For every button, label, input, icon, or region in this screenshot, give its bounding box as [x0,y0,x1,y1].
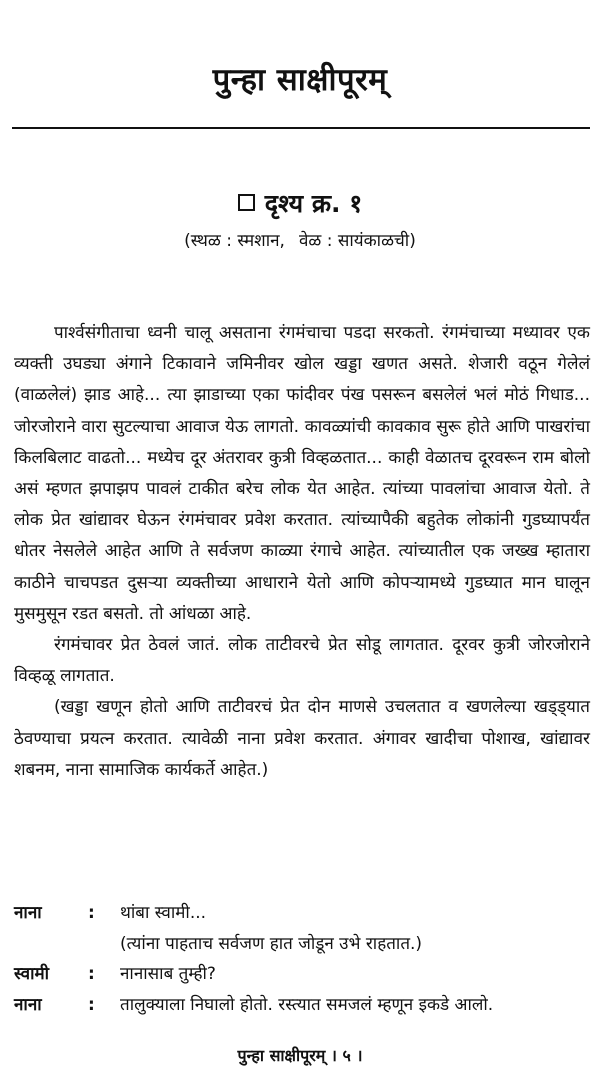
paragraph-1: पार्श्वसंगीताचा ध्वनी चालू असताना रंगमंचाचा पडदा सरकतो. रंगमंचाच्या मध्यावर एक व्यक्ती उघड्या अंगाने टिकावाने जमिनीवर खोल खड्डा खणत असते. शेजारी वठून गेलेलं (वाळलेलं) झाड आहे... त्या झाडाच्या एका फांदीवर पंख पसरून बसलेलं भलं मोठं गिधाड... जोरजोराने वारा सुटल्याचा आवाज येऊ लागतो. कावळ्यांची कावकाव सुरू होते आणि पाखरांचा किलबिलाट वाढतो... मध्येच दूर अंतरावर कुत्री विव्हळतात... काही वेळातच दूरवरून राम बोलो असं म्हणत झपाझप पावलं टाकीत बरेच लोक येत आहेत. त्यांच्या पावलांचा आवाज येतो. ते लोक प्रेत खांद्यावर घेऊन रंगमंचावर प्रवेश करतात. त्यांच्यापैकी बहुतेक लोकांनी गुडघ्यापर्यंत धोतर नेसलेले आहेत आणि ते सर्वजण काळ्या रंगाचे आहेत. त्यांच्यातील एक जख्ख म्हातारा काठीने चाचपडत दुसऱ्या व्यक्तीच्या आधाराने येतो आणि कोपऱ्यामध्ये गुडघ्यात मान घालून मुसमुसून रडत बसतो. तो आंधळा आहे. [14,323,590,624]
speaker-colon: : [88,964,95,984]
scene-time: वेळ : सायंकाळची) [298,231,416,251]
dialogue-block [14,898,590,1020]
scene-heading [0,186,600,220]
page-header-title: पुन्हा साक्षीपूरम् [212,62,388,98]
speaker-name: स्वामी [14,964,50,984]
speaker-colon: : [88,994,95,1015]
dialogue-line [14,898,590,929]
scene-place: (स्थळ : स्मशान, [184,231,285,251]
paragraph-3: (खड्डा खणून होतो आणि ताटीवरचं प्रेत दोन माणसे उचलतात व खणलेल्या खड्ड्यात ठेवण्याचा प्रयत्न करतात. त्यावेळी नाना प्रवेश करतात. अंगावर खादीचा पोशाख, खांद्यावर शबनम, नाना सामाजिक कार्यकर्ते आहेत.) [14,697,590,780]
speech-text: तालुक्याला निघालो होतो. रस्त्यात समजलं म्हणून इकडे आलो. [120,994,494,1015]
scene-heading-text: दृश्य क्र. १ [264,189,363,218]
speaker-name: नाना [14,994,42,1015]
page-footer: पुन्हा साक्षीपूरम् । ५ । [237,1046,363,1065]
dialogue-line [14,990,590,1021]
paragraph-2: रंगमंचावर प्रेत ठेवलं जातं. लोक ताटीवरचे प्रेत सोडू लागतात. दूरवर कुत्री जोरजोराने विव्हळू लागतात. [14,635,590,687]
header-divider [12,127,590,129]
scene-place-time [0,228,600,251]
stage-direction: (त्यांना पाहताच सर्वजण हात जोडून उभे राहतात.) [120,933,423,954]
dialogue-line [14,959,590,990]
speaker-colon: : [88,903,95,923]
speaker-name: नाना [14,903,42,923]
speech-text: थांबा स्वामी... [120,903,207,923]
stage-description [14,318,590,786]
speech-text: नानासाब तुम्ही? [120,964,216,984]
square-bullet-icon [238,194,255,211]
